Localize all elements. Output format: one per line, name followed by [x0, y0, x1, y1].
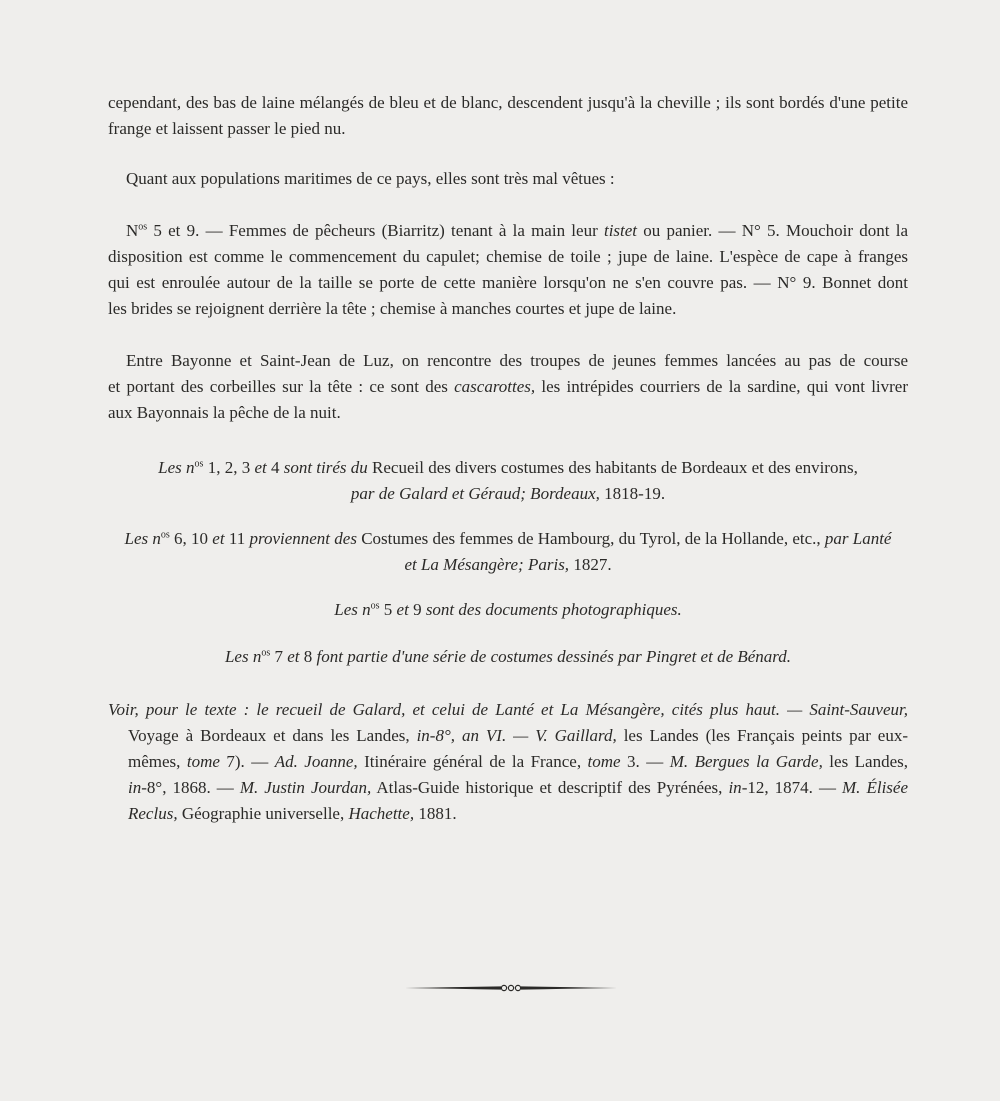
- text-line: [108, 526, 908, 552]
- text-run: 1881.: [414, 804, 457, 823]
- text-run: Voyage à Bordeaux et dans les Landes,: [128, 726, 417, 745]
- text-line: aux Bayonnais la pêche de la nuit.: [108, 403, 341, 422]
- text-line: [108, 697, 908, 723]
- italic-run: et: [287, 647, 300, 666]
- italic-run: font partie d'une série de costumes dessinés par Pingret et de Bénard.: [316, 647, 792, 666]
- italic-run: tome: [587, 752, 621, 771]
- text-line: qui est enroulée autour de la taille se porte de cette manière lorsqu'on ne s'en couvre pas. — N° 9. Bonnet dont: [108, 273, 908, 292]
- text-run: les intrépides courriers de la sardine, qui vont livrer: [535, 377, 909, 396]
- italic-run: par de Galard et Géraud; Bordeaux,: [350, 484, 600, 503]
- italic-run: Ad. Joanne,: [274, 752, 358, 771]
- text-run: Itinéraire général de la France,: [357, 752, 588, 771]
- source-note-3: [108, 597, 908, 623]
- text-run: ou panier. — N° 5. Mouchoir dont la: [637, 221, 908, 240]
- paragraph-cascarottes: [108, 348, 908, 426]
- text-run: 1827.: [569, 555, 612, 574]
- book-title: Recueil des divers costumes des habitants de Bordeaux et des environs,: [367, 458, 858, 477]
- italic-run: Les n: [124, 529, 161, 548]
- text-line: cependant, des bas de laine mélangés de bleu et de blanc, descendent jusqu'à la cheville ; ils sont bordés d'une petite: [108, 93, 908, 112]
- text-run: 1, 2, 3: [203, 458, 255, 477]
- bibliography: [108, 697, 908, 827]
- number-label: N: [126, 221, 139, 240]
- source-note-2: [108, 526, 908, 578]
- source-note-4: [108, 644, 908, 670]
- source-note-1: [108, 455, 908, 507]
- superscript: os: [160, 529, 170, 541]
- italic-run: Voir, pour le texte : le recueil de Galard, et celui de Lanté et La Mésangère, cités plus haut. — Saint-Sauveur,: [108, 700, 908, 719]
- italic-run: et: [212, 529, 225, 548]
- superscript: os: [138, 221, 148, 233]
- italic-run: Reclus,: [128, 804, 178, 823]
- superscript: os: [261, 647, 271, 659]
- text-line: Quant aux populations maritimes de ce pays, elles sont très mal vêtues :: [126, 169, 615, 188]
- text-run: et portant des corbeilles sur la tête : ce sont des: [108, 377, 455, 396]
- ornament-divider-icon: [405, 981, 617, 995]
- text-run: 7: [270, 647, 288, 666]
- text-run: Géographie universelle,: [177, 804, 349, 823]
- italic-run: sont tirés du: [283, 458, 368, 477]
- text-line: [108, 775, 908, 801]
- text-line: frange et laissent passer le pied nu.: [108, 119, 346, 138]
- text-line: les brides se rejoignent derrière la tête ; chemise à manches courtes et jupe de laine.: [108, 299, 677, 318]
- italic-run: M. Élisée: [842, 778, 908, 797]
- text-run: 3. —: [620, 752, 670, 771]
- italic-run: et: [396, 600, 409, 619]
- text-line: [108, 374, 908, 400]
- text-run: 5: [379, 600, 397, 619]
- text-line: [108, 597, 908, 623]
- text-run: Atlas-Guide historique et descriptif des Pyrénées,: [371, 778, 729, 797]
- text-line: [108, 455, 908, 481]
- text-run: 8: [299, 647, 317, 666]
- italic-run: M. Justin Jourdan,: [239, 778, 372, 797]
- italic-run: et: [254, 458, 267, 477]
- italic-run: in: [128, 778, 142, 797]
- italic-run: Les n: [224, 647, 262, 666]
- text-run: 5 et 9. — Femmes de pêcheurs (Biarritz) tenant à la main leur: [147, 221, 604, 240]
- italic-term: cascarottes,: [454, 377, 536, 396]
- italic-run: Les n: [158, 458, 195, 477]
- text-run: 1818-19.: [599, 484, 666, 503]
- text-run: -8°, 1868. —: [141, 778, 240, 797]
- italic-run: et La Mésangère; Paris,: [404, 555, 570, 574]
- italic-run: tome: [186, 752, 220, 771]
- text-line: [108, 749, 908, 775]
- text-run: 9: [408, 600, 426, 619]
- text-line: [108, 644, 908, 670]
- text-run: 4: [266, 458, 284, 477]
- book-title: Costumes des femmes de Hambourg, du Tyrol, de la Hollande, etc.,: [356, 529, 825, 548]
- italic-run: Les n: [334, 600, 371, 619]
- text-line: [108, 801, 908, 827]
- text-line: [108, 218, 908, 244]
- italic-run: proviennent des: [249, 529, 357, 548]
- paragraph-maritime: [108, 166, 908, 192]
- italic-run: par Lanté: [824, 529, 892, 548]
- italic-run: in: [728, 778, 742, 797]
- paragraph-plates-5-9: [108, 218, 908, 322]
- text-line: [108, 552, 908, 578]
- text-run: 11: [224, 529, 250, 548]
- italic-run: M. Bergues la Garde,: [669, 752, 823, 771]
- italic-run: in-8°, an VI. — V. Gaillard,: [416, 726, 617, 745]
- text-line: [108, 723, 908, 749]
- text-run: les Landes (les Français peints par eux-: [616, 726, 909, 745]
- text-line: [108, 481, 908, 507]
- italic-run: sont des documents photographiques.: [425, 600, 682, 619]
- text-run: -12, 1874. —: [741, 778, 842, 797]
- text-line: disposition est comme le commencement du capulet; chemise de toile ; jupe de laine. L'espèce de cape à franges: [108, 247, 908, 266]
- italic-term: tistet: [603, 221, 638, 240]
- superscript: os: [370, 600, 380, 612]
- paragraph-continuation: [108, 90, 908, 142]
- text-run: mêmes,: [128, 752, 187, 771]
- superscript: os: [194, 458, 204, 470]
- text-run: les Landes,: [822, 752, 908, 771]
- italic-run: Hachette,: [348, 804, 415, 823]
- text-run: 6, 10: [169, 529, 213, 548]
- text-line: Entre Bayonne et Saint-Jean de Luz, on rencontre des troupes de jeunes femmes lancées au pas de course: [126, 351, 908, 370]
- text-run: 7). —: [219, 752, 275, 771]
